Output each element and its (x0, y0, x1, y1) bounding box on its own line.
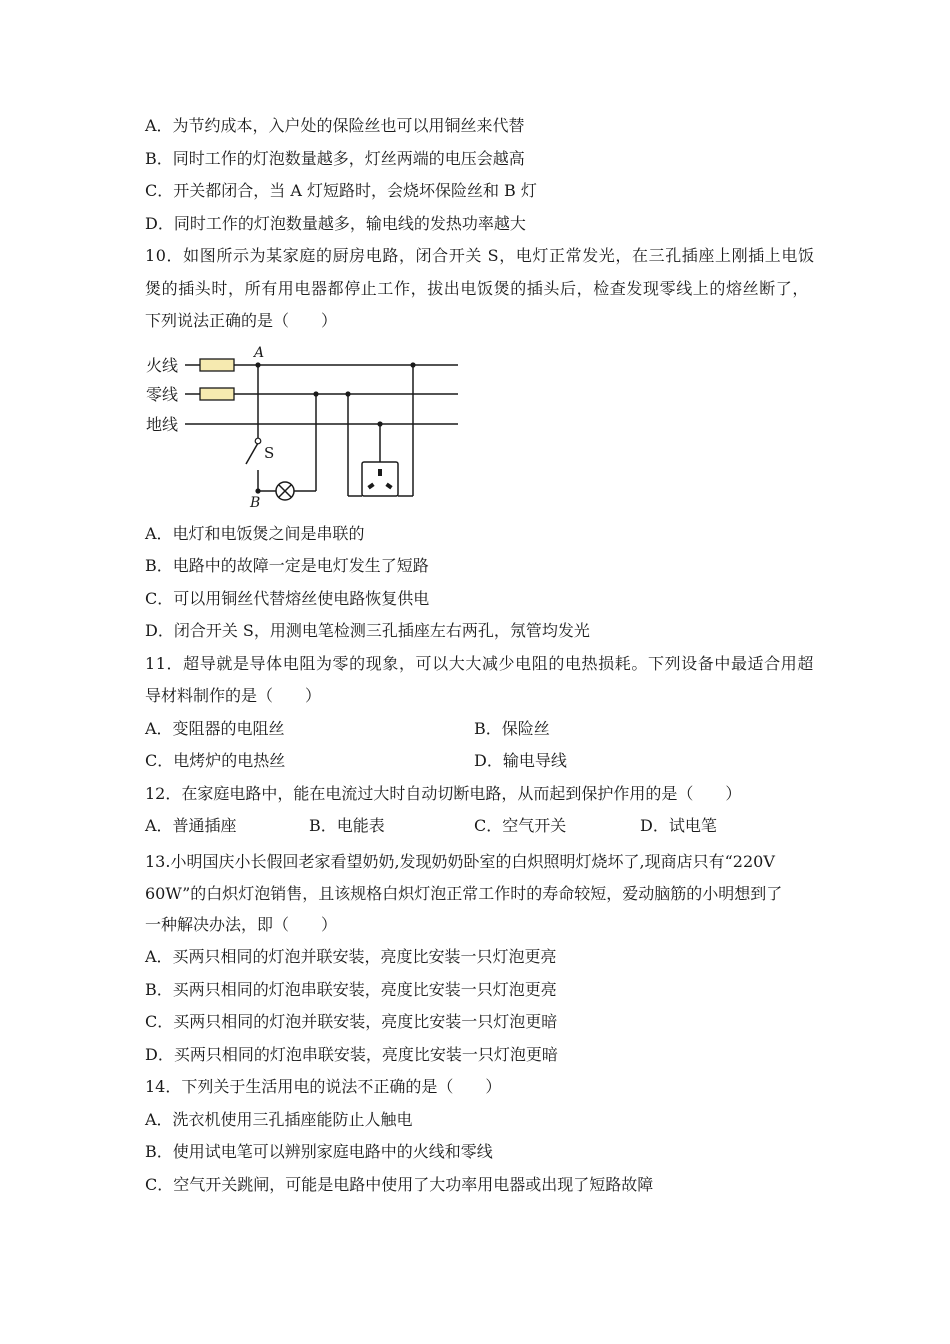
point-b-label: B (250, 495, 261, 510)
q10-stem-line-1: 10．如图所示为某家庭的厨房电路，闭合开关 S，电灯正常发光，在三孔插座上刚插上电饭 (145, 246, 815, 265)
switch-s-label: S (264, 444, 275, 462)
q12-stem: 12．在家庭电路中，能在电流过大时自动切断电路，从而起到保护作用的是（ ） (145, 784, 742, 803)
switch-s (246, 443, 258, 464)
point-a-label: A (254, 345, 265, 361)
q9-option-d: D．同时工作的灯泡数量越多，输电线的发热功率越大 (145, 214, 526, 233)
q10-stem-line-3: 下列说法正确的是（ ） (145, 311, 338, 330)
q13-option-b: B．买两只相同的灯泡串联安装，亮度比安装一只灯泡更亮 (145, 980, 557, 999)
q10-option-b: B．电路中的故障一定是电灯发生了短路 (145, 556, 429, 575)
q11-option-a: A．变阻器的电阻丝 (145, 719, 285, 738)
q13-stem-line-2: 60W”的白炽灯泡销售，且该规格白炽灯泡正常工作时的寿命较短，爱动脑筋的小明想到了 (145, 884, 783, 903)
q13-option-c: C．买两只相同的灯泡并联安装，亮度比安装一只灯泡更暗 (145, 1012, 558, 1031)
q11-option-c: C．电烤炉的电热丝 (145, 751, 286, 770)
q12-option-a: A．普通插座 (145, 816, 237, 835)
q13-option-a: A．买两只相同的灯泡并联安装，亮度比安装一只灯泡更亮 (145, 947, 557, 966)
household-circuit-diagram (140, 340, 470, 510)
q13-stem-line-3: 一种解决办法，即（ ） (145, 915, 338, 934)
q12-option-d: D．试电笔 (640, 816, 717, 835)
q12-option-c: C．空气开关 (474, 816, 567, 835)
q11-option-d: D．输电导线 (474, 751, 567, 770)
neutral-wire-label: 零线 (146, 385, 179, 404)
q10-stem-line-2: 煲的插头时，所有用电器都停止工作，拔出电饭煲的插头后，检查发现零线上的熔丝断了， (145, 279, 810, 298)
ground-wire-label: 地线 (146, 415, 179, 434)
q10-option-c: C．可以用铜丝代替熔丝使电路恢复供电 (145, 589, 430, 608)
q11-option-b: B．保险丝 (474, 719, 550, 738)
q10-option-a: A．电灯和电饭煲之间是串联的 (145, 524, 365, 543)
q11-stem-line-2: 导材料制作的是（ ） (145, 686, 322, 705)
q14-option-a: A．洗衣机使用三孔插座能防止人触电 (145, 1110, 413, 1129)
q11-stem-line-1: 11．超导就是导体电阻为零的现象，可以大大减少电阻的电热损耗。下列设备中最适合用超 (145, 654, 814, 673)
three-hole-socket-icon (362, 462, 398, 496)
q12-option-b: B．电能表 (309, 816, 385, 835)
q9-option-b: B．同时工作的灯泡数量越多，灯丝两端的电压会越高 (145, 149, 525, 168)
q14-stem: 14．下列关于生活用电的说法不正确的是（ ） (145, 1077, 502, 1096)
q14-option-c: C．空气开关跳闸，可能是电路中使用了大功率用电器或出现了短路故障 (145, 1175, 654, 1194)
neutral-fuse (200, 388, 234, 400)
live-fuse (200, 359, 234, 371)
live-wire-label: 火线 (146, 356, 179, 375)
q9-option-a: A．为节约成本，入户处的保险丝也可以用铜丝来代替 (145, 116, 525, 135)
q14-option-b: B．使用试电笔可以辨别家庭电路中的火线和零线 (145, 1142, 493, 1161)
q10-option-d: D．闭合开关 S，用测电笔检测三孔插座左右两孔，氖管均发光 (145, 621, 590, 640)
q9-option-c: C．开关都闭合，当 A 灯短路时，会烧坏保险丝和 B 灯 (145, 181, 537, 200)
q13-stem-line-1: 13.小明国庆小长假回老家看望奶奶,发现奶奶卧室的白炽照明灯烧坏了,现商店只有“220V (145, 852, 775, 871)
q13-option-d: D．买两只相同的灯泡串联安装，亮度比安装一只灯泡更暗 (145, 1045, 558, 1064)
